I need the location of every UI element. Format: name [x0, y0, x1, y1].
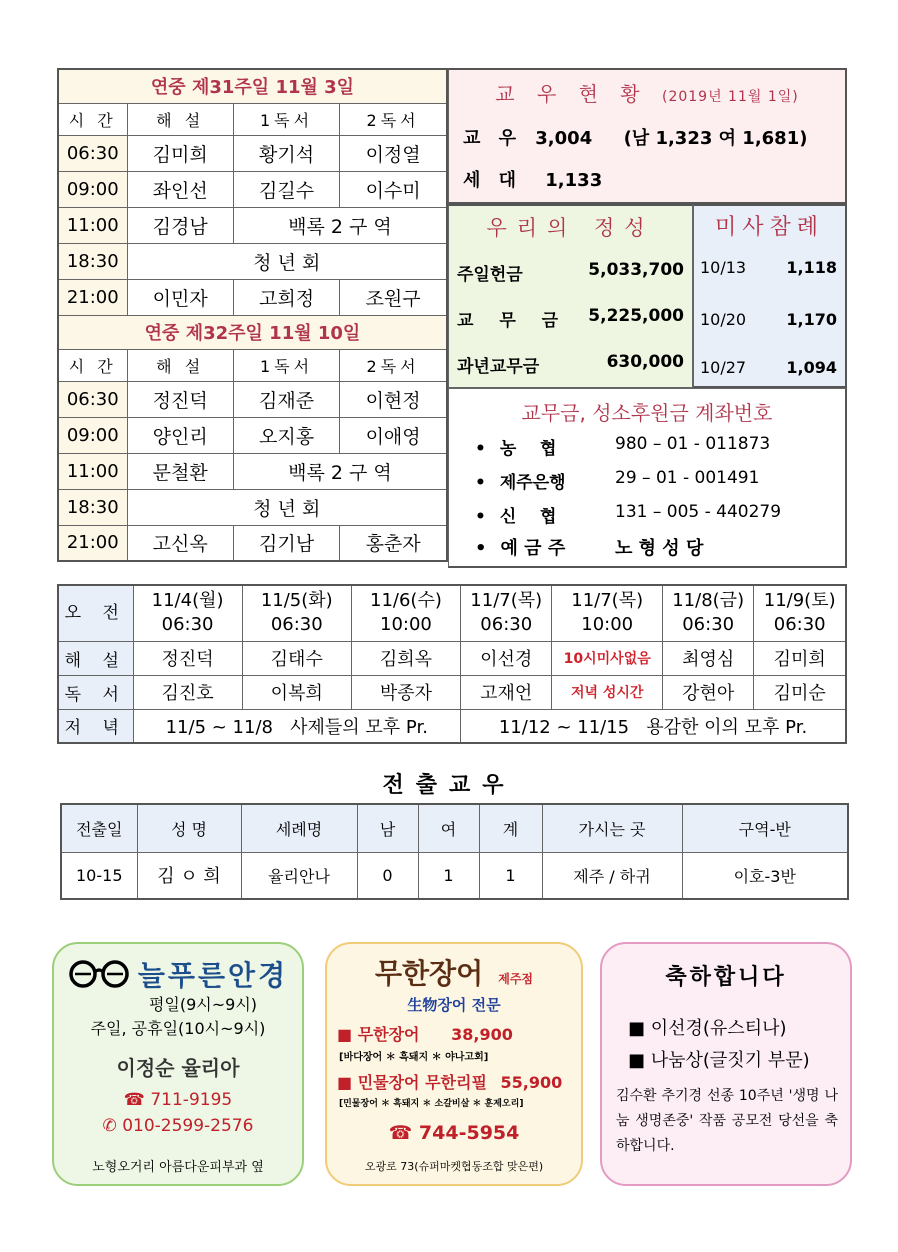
eel-tagline: 生物장어 전문 — [407, 996, 501, 1014]
eel-branch: 제주점 — [498, 972, 534, 986]
week1-title: 연중 제31주일 11월 3일 — [58, 69, 447, 103]
table-row: 21:00 고신옥 김기남 홍춘자 — [58, 525, 447, 561]
table-row: 11:00 김경남 백록 2 구 역 — [58, 207, 447, 243]
congrats-title: 축하합니다 — [665, 965, 787, 990]
optician-ad — [52, 942, 304, 1186]
mass-attendance-title: 미사참례 — [714, 215, 824, 240]
col-reading1: 1독서 — [233, 103, 339, 135]
eel-item1: ■ 무한장어 38,900 — [337, 1025, 513, 1044]
list-item: • 제주은행 29 – 01 - 001491 — [475, 468, 759, 493]
bank-accounts-title: 교무금, 성소후원금 계좌번호 — [521, 401, 773, 425]
list-item: 10/20 1,170 — [700, 310, 837, 329]
list-item: 10/27 1,094 — [700, 358, 837, 377]
optician-hours-holiday: 주일, 공휴일(10시~9시) — [90, 1019, 266, 1038]
optician-name: 늘푸른안경 — [137, 959, 289, 992]
list-item: 교 무 금 5,225,000 — [457, 306, 684, 331]
no-mass-note: 10시미사없음 — [552, 641, 663, 675]
table-row: 09:00 양인리 오지홍 이애영 — [58, 417, 447, 453]
list-item: • 예 금 주 노 형 성 당 — [475, 534, 703, 560]
col-time: 시 간 — [58, 103, 127, 135]
optician-location: 노형오거리 아름다운피부과 옆 — [92, 1160, 264, 1175]
eel-item2-desc: [민물장어 ＊ 흑돼지 ＊ 소갈비살 ＊ 훈제오리] — [339, 1099, 524, 1109]
list-item: 10/13 1,118 — [700, 258, 837, 277]
list-item: 주일헌금 5,033,700 — [457, 260, 684, 285]
list-item: • 농 협 980 – 01 - 011873 — [475, 434, 770, 459]
optician-owner: 이정순 율리아 — [116, 1056, 240, 1080]
offerings-title: 우리의 정성 — [486, 216, 655, 240]
glasses-icon — [68, 959, 130, 989]
label-reading: 독 서 — [58, 675, 133, 709]
transfers-table: 전출일 성 명 세례명 남 여 계 가시는 곳 구역-반 10-15 김 ㅇ 희 율리안나 0 1 1 제주 / 하귀 이호-3반 — [60, 803, 849, 900]
table-row: 해 설 정진덕 김태수 김희옥 이선경 10시미사없음 최영심 김미희 — [58, 641, 846, 675]
label-evening: 저 녁 — [58, 709, 133, 743]
table-row: 18:30 청 년 회 — [58, 243, 447, 279]
mass-attendance-box — [693, 204, 847, 388]
week2-title: 연중 제32주일 11월 10일 — [58, 315, 447, 349]
eel-item2: ■ 민물장어 무한리필 55,900 — [337, 1073, 563, 1092]
eel-item1-desc: [바다장어 ＊ 흑돼지 ＊ 야나고회] — [339, 1052, 489, 1063]
table-row: 18:30 청 년 회 — [58, 489, 447, 525]
table-row: 10-15 김 ㅇ 희 율리안나 0 1 1 제주 / 하귀 이호-3반 — [61, 852, 848, 899]
list-item: • 신 협 131 – 005 - 440279 — [475, 502, 781, 527]
table-row: 06:30 김미희 황기석 이정열 — [58, 135, 447, 171]
offerings-box — [448, 204, 693, 388]
congrats-item1: ■ 이선경(유스티나) — [628, 1018, 787, 1039]
member-status-title: 교 우 현 황 (2019년 11월 1일) — [495, 82, 799, 106]
optician-hours-weekday: 평일(9시~9시) — [148, 995, 258, 1014]
evening-holy-hour-note: 저녁 성시간 — [552, 675, 663, 709]
households-row: 세 대 1,133 — [463, 170, 603, 191]
col-commentary: 해 설 — [127, 103, 233, 135]
table-row: 21:00 이민자 고희정 조원구 — [58, 279, 447, 315]
member-status-date: (2019년 11월 1일) — [661, 89, 799, 105]
transfers-title: 전출교우 — [382, 773, 516, 798]
congrats-text: 김수환 추기경 선종 10주년 '생명 나눔 생명존중' 작품 공모전 당선을 축하합니다. — [616, 1088, 838, 1154]
eel-restaurant-ad — [325, 942, 583, 1186]
label-commentary: 해 설 — [58, 641, 133, 675]
table-row: 06:30 정진덕 김재준 이현정 — [58, 381, 447, 417]
eel-name: 무한장어 — [374, 957, 484, 990]
table-row: 저 녁 11/5 ~ 11/8 사제들의 모후 Pr. 11/12 ~ 11/15 용감한 이의 모후 Pr. — [58, 709, 846, 743]
table-row: 09:00 좌인선 김길수 이수미 — [58, 171, 447, 207]
label-morning: 오 전 — [58, 585, 133, 641]
table-row: 독 서 김진호 이복희 박종자 고재언 저녁 성시간 강현아 김미순 — [58, 675, 846, 709]
eel-address: 오광로 73(슈퍼마켓협동조합 맞은편) — [364, 1160, 544, 1173]
congratulations-box — [600, 942, 852, 1186]
table-row: 11:00 문철환 백록 2 구 역 — [58, 453, 447, 489]
bank-accounts-box — [448, 388, 847, 568]
weekday-schedule-table: 오 전 11/4(월) 06:30 11/5(화) 06:30 11/6(수) 10:00 11/7(목) 06:30 11/7(목) 10:00 11/8(금) 06:30 11/9(토) 06:30 해 설 정진덕 김태수 김희옥 이선경 10시미사없음 최영심 김미희 독 서 김진호 이복희 박종자 고재언 저녁 성시간 강현아 김미순 저 녁 11/5 ~ 11/8 사제들의 모후 Pr. 11/12 ~ 11/15 용감한 이의 모후 Pr. — [57, 584, 847, 744]
eel-phone: ☎ 744-5954 — [388, 1122, 520, 1144]
members-row: 교 우 3,004 (남 1,323 여 1,681) — [463, 128, 808, 149]
col-reading2: 2독서 — [340, 103, 447, 135]
list-item: 과년교무금 630,000 — [457, 352, 684, 377]
optician-phone2: ✆ 010-2599-2576 — [102, 1116, 254, 1136]
optician-phone1: ☎ 711-9195 — [123, 1090, 233, 1110]
sunday-schedule-table: 연중 제31주일 11월 3일 시 간 해 설 1독서 2독서 06:30 김미희 황기석 이정열 09:00 좌인선 김길수 이수미 11:00 김경남 백록 2 구 역 18:30 청 년 회 21:00 이민자 고희정 조원구 연중 제32주일 11월 10일 시 간 해 설 1독서 2독서 06:30 정진덕 김재준 이현정 09:00 양인리 오지홍 이애영 11:00 문철환 백록 2 구 역 18:30 청 년 회 21:00 고신옥 김기남 홍춘자 — [57, 68, 448, 562]
congrats-item2: ■ 나눔상(글짓기 부문) — [628, 1050, 810, 1071]
member-status-box — [448, 68, 847, 204]
